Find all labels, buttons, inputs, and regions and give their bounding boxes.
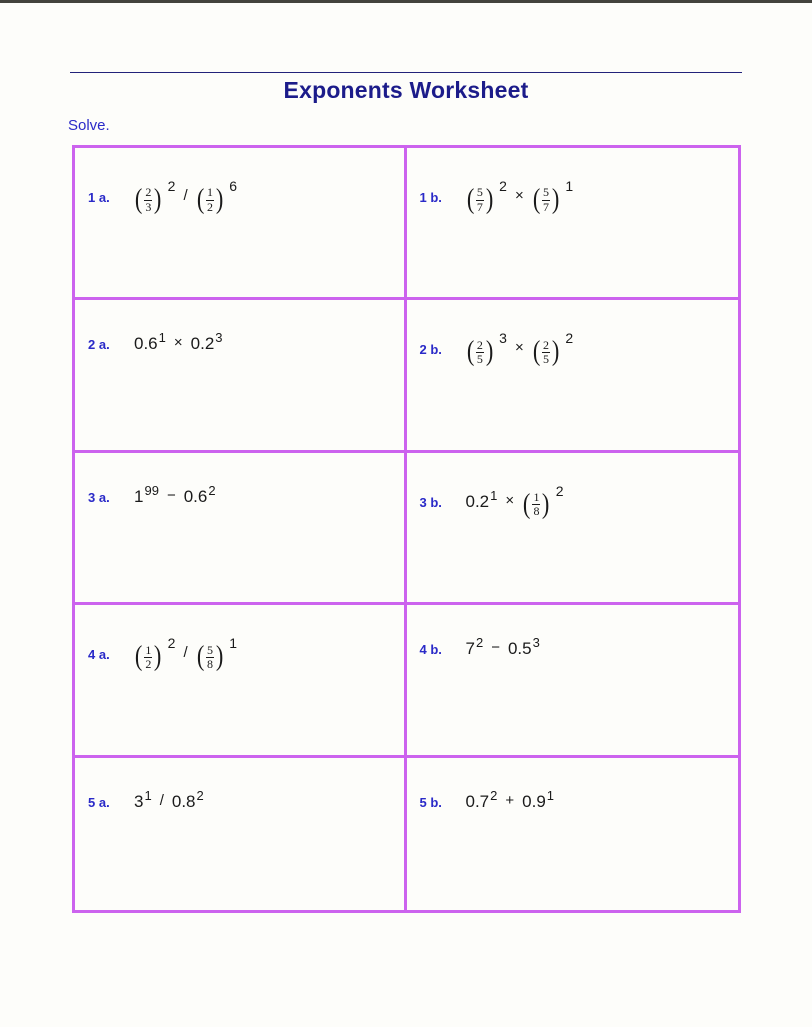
close-paren: ) [154,641,162,673]
problem-line [88,625,400,673]
exponent: 1 [565,178,574,194]
fraction-term [134,635,176,673]
math-expression [465,787,555,811]
numerator: 2 [476,337,483,352]
fraction-term [522,482,564,520]
fraction [134,643,163,671]
math-expression [134,178,238,215]
denominator: 5 [476,351,483,366]
exponent: 3 [215,330,223,346]
close-paren: ) [542,488,550,520]
problem-cell-1a [75,148,407,300]
fraction-stack [531,491,541,518]
exponent: 99 [144,482,159,498]
base-number: 3 [134,791,144,811]
fraction-term [134,178,176,215]
fraction [196,643,225,671]
problem-label: 5 b. [419,794,442,810]
problem-line [420,625,735,668]
problem-cell-3a [75,453,407,605]
problem-label: 3 b. [419,494,442,510]
operator: × [514,187,524,204]
numerator: 1 [533,490,540,505]
numerator: 2 [543,337,550,352]
math-expression [466,178,574,215]
open-paren: ( [532,184,541,215]
open-paren: ( [532,336,541,368]
denominator: 2 [206,199,213,214]
exponent: 1 [144,787,152,803]
numerator: 5 [476,185,483,200]
problem-label: 4 b. [419,642,442,658]
close-paren: ) [551,184,560,215]
fraction [532,186,561,214]
fraction [134,186,163,214]
page-title: Exponents Worksheet [283,77,529,103]
problem-line [88,473,400,516]
problem-label: 1 b. [419,190,442,205]
problems-table [72,145,741,913]
fraction-term [466,330,507,368]
denominator: 7 [543,199,550,214]
open-paren: ( [134,184,143,215]
operator: / [183,644,188,662]
problem-line [420,320,735,368]
numerator: 1 [145,642,152,657]
problem-label: 1 a. [88,190,110,205]
exponent: 6 [229,178,238,194]
problem-label: 5 a. [88,794,110,810]
problem-label: 2 b. [419,342,442,358]
problem-line [420,168,735,216]
number-term [134,482,159,506]
base-number: 0.6 [183,486,208,506]
problem-cell-3b [407,453,739,605]
fraction-stack [541,339,551,366]
exponent: 2 [167,178,176,194]
problem-cell-5b [407,758,739,910]
denominator: 8 [533,504,540,519]
number-term [522,787,555,811]
denominator: 7 [476,199,483,214]
problem-label: 3 a. [88,489,110,505]
problem-cell-2b [407,300,739,452]
base-number: 0.6 [134,334,158,354]
operator: + [505,791,515,809]
number-term [465,787,498,811]
fraction-stack [475,186,485,213]
fraction [466,338,495,366]
base-number: 1 [134,486,144,506]
close-paren: ) [485,336,494,368]
number-term [507,635,540,659]
math-expression [134,787,204,811]
math-expression [134,330,223,354]
header-divider-line [70,72,742,73]
exponent: 2 [555,482,564,499]
fraction-stack [143,186,153,213]
close-paren: ) [551,336,560,368]
exponent: 3 [532,635,540,651]
problem-line [420,778,735,821]
operator: − [166,486,176,504]
base-number: 0.9 [522,791,546,811]
operator: − [491,639,500,657]
problem-line [420,473,735,521]
exponent: 2 [196,787,204,803]
exponent: 2 [167,635,176,652]
number-term [134,330,166,354]
base-number: 0.8 [171,791,196,811]
fraction-term [532,178,574,215]
problem-cell-4b [407,605,739,757]
fraction-stack [205,644,215,671]
base-number: 7 [465,639,475,659]
math-expression [134,635,238,673]
fraction-term [196,178,238,215]
number-term [465,635,484,659]
close-paren: ) [215,184,224,215]
exponent: 2 [490,787,498,803]
exponent: 2 [208,482,216,498]
close-paren: ) [154,184,162,215]
problem-label: 4 a. [88,647,110,663]
numerator: 5 [543,185,550,200]
problem-cell-1b [407,148,739,300]
base-number: 0.2 [465,491,490,511]
numerator: 5 [206,642,213,657]
exponent: 1 [546,787,555,803]
math-expression [134,482,216,506]
exponent: 2 [475,635,484,651]
open-paren: ( [134,641,143,673]
problem-line [88,168,400,216]
close-paren: ) [215,641,224,673]
base-number: 0.7 [465,791,490,811]
problem-line [88,320,400,363]
fraction-stack [143,644,153,671]
operator: / [183,187,188,204]
problem-cell-2a [75,300,407,452]
screenshot-top-edge-strip [0,0,812,3]
close-paren: ) [485,184,494,215]
operator: × [173,334,183,352]
number-term [171,787,204,811]
numerator: 1 [206,185,213,200]
exponent: 2 [565,330,574,347]
base-number: 0.5 [507,639,532,659]
base-number: 0.2 [190,334,215,354]
denominator: 2 [145,656,152,671]
denominator: 5 [543,351,550,366]
exponent: 1 [229,635,238,652]
fraction-term [532,330,574,368]
math-expression [466,330,574,368]
problem-cell-5a [75,758,407,910]
fraction [466,186,495,214]
open-paren: ( [523,488,531,520]
fraction [522,488,551,520]
number-term [134,787,152,811]
fraction-stack [541,186,551,213]
fraction-stack [475,339,485,366]
exponent: 3 [499,330,507,347]
denominator: 8 [206,656,213,671]
numerator: 2 [145,185,152,200]
instruction-text: Solve. [68,117,110,134]
fraction-term [466,178,507,215]
problem-label: 2 a. [88,337,110,353]
fraction [196,186,225,214]
problem-line [88,778,400,821]
fraction-term [196,635,238,673]
fraction-stack [205,186,215,213]
exponent: 2 [499,178,507,194]
math-expression [465,482,564,520]
number-term [190,330,223,354]
operator: / [159,791,164,809]
denominator: 3 [145,199,152,214]
open-paren: ( [196,641,205,673]
exponent: 1 [158,330,166,346]
fraction [532,338,561,366]
problem-cell-4a [75,605,407,757]
operator: × [514,339,524,357]
open-paren: ( [466,336,474,368]
operator: × [505,491,515,509]
number-term [465,487,498,511]
open-paren: ( [196,184,205,215]
exponent: 1 [490,487,498,503]
open-paren: ( [466,184,474,215]
number-term [183,482,216,506]
math-expression [465,635,540,659]
